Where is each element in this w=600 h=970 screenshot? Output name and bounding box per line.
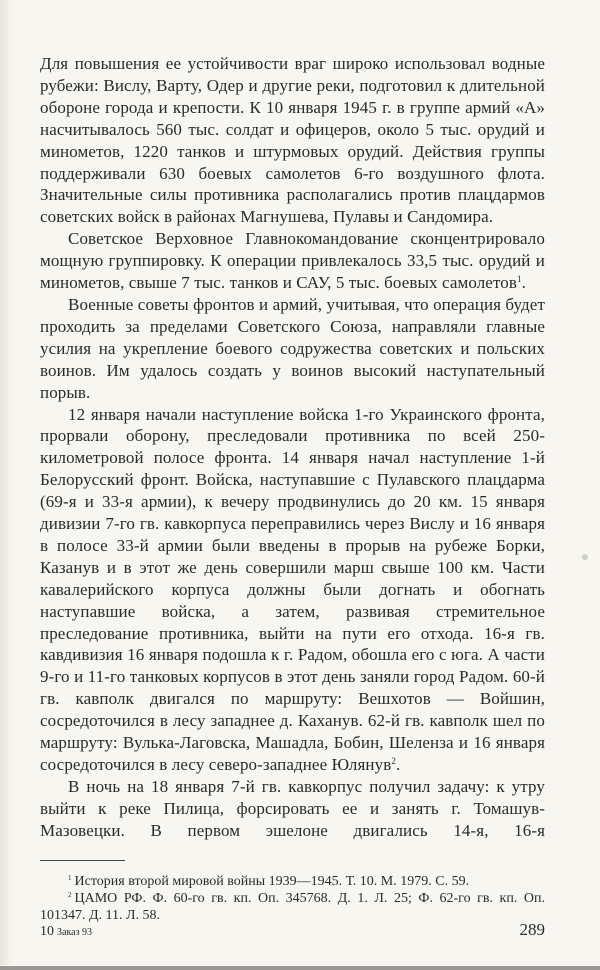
body-text (40, 53, 545, 842)
paragraph (40, 404, 545, 776)
footnote-mark: 1 (68, 873, 72, 882)
footnote-mark: 2 (68, 890, 72, 899)
sheet-number: 10 (40, 924, 54, 939)
paragraph-text: Советское Верховное Главнокомандование сконцентрировало мощную группировку. К операции привлекалось 33,5 тыс. орудий и минометов, свыше 7 тыс. танков и САУ, 5 тыс. боевых самолетов (40, 229, 545, 293)
paragraph (40, 294, 545, 404)
punctuation: . (395, 755, 401, 774)
book-page (40, 53, 545, 924)
paragraph-text: В ночь на 18 января 7-й гв. кавкорпус получил задачу: к утру выйти к реке Пилица, форсировать ее и занять г. Томашув-Мазовецки. В первом эшелоне двигались 14-я, 16-я (40, 776, 545, 840)
page-number: 289 (519, 920, 545, 939)
order-number: Заказ 93 (57, 927, 93, 938)
paragraph (40, 228, 545, 294)
footnote-text: История второй мировой войны 1939—1945. Т. 10. М. 1979. С. 59. (74, 873, 470, 889)
scan-artifact (582, 554, 588, 560)
printer-signature (40, 924, 92, 940)
paragraph-text: Для повышения ее устойчивости враг широко использовал водные рубежи: Вислу, Варту, Одер и другие реки, подготовил к длительной обороне города и крепости. К 10 января 1945 г. в группе армий «А» насчитывалось 560 тыс. солдат и офицеров, около 5 тыс. орудий и минометов, 1220 танков и штурмовых орудий. Действия группы поддерживали 630 боевых самолетов 6-го воздушного флота. Значительные силы противника располагались против плацдармов советских войск в районах Магнушева, Пулавы и Сандомира. (40, 54, 545, 227)
paragraph (40, 53, 545, 228)
footnote-ref: 1 (516, 274, 522, 285)
footnotes (40, 873, 545, 924)
punctuation: . (521, 273, 526, 293)
footnote-divider (40, 860, 125, 861)
footnote-ref: 2 (391, 756, 396, 766)
footnote (40, 890, 545, 924)
paragraph-text: 12 января начали наступление войска 1-го Украинского фронта, прорвали оборону, преследовали противника по всей 250-километровой полосе фронта. 14 января начал наступление 1-й Белорусский фронт. Войска, наступавшие с Пулавского плацдарма (69-я и 33-я армии), к вечеру продвинулись до 20 км. 15 января дивизии 7-го гв. кавкорпуса переправились через Вислу и 16 января в полосе 33-й армии были введены в прорыв на рубеже Борки, Казанув и в этот же день совершили марш свыше 100 км. Части кавалерийского корпуса должны были догнать и обогнать наступавшие войска, а затем, развивая стремительное преследование противника, выйти на пути его отхода. 16-я гв. кавдивизия 16 января подошла к г. Радом, обошла его с юга. А части 9-го и 11-го танковых корпусов в этот день заняли город Радом. 60-й гв. кавполк двигался по маршруту: Вешхотов — Войшин, сосредоточился в лесу западнее д. Каханув. 62-й гв. кавполк шел по маршруту: Вулька-Лаговска, Машадла, Бобин, Шеленза и 16 января сосредоточился в лесу северо-западнее Юлянув (40, 404, 545, 774)
footnote-text: ЦАМО РФ. Ф. 60-го гв. кп. Оп. 345768. Д. 1. Л. 25; Ф. 62-го гв. кп. Оп. 101347. Д. 11. Л. 58. (40, 890, 545, 923)
paragraph-text: Военные советы фронтов и армий, учитывая, что операция будет проходить за пределами Советского Союза, направляли главные усилия на укрепление боевого содружества советских и польских воинов. Им удалось создать у воинов высокий наступательный порыв. (40, 294, 545, 402)
scan-bottom-edge (0, 966, 600, 970)
paragraph (40, 776, 545, 842)
page-footer (40, 920, 545, 940)
footnote (40, 873, 545, 890)
page-binding-shadow (0, 0, 14, 965)
